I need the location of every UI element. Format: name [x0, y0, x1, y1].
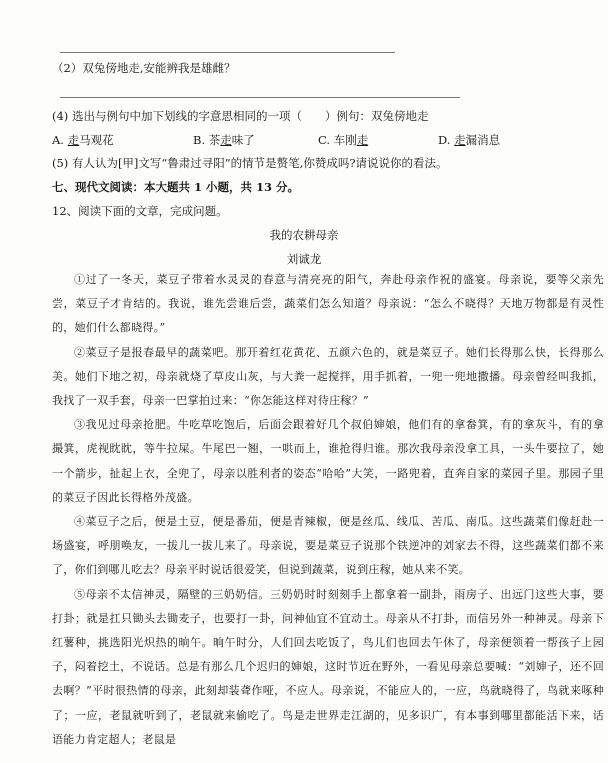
- option-c[interactable]: C. 车刚走: [318, 133, 369, 147]
- paragraph-4: ④菜豆子之后，便是土豆，便是番茄，便是青辣椒，便是丝瓜、线瓜、苦瓜、南瓜。这些蔬菜们像赶赴一场盛宴，呼朋唤友，一拔儿一拔儿来了。母亲说，要是菜豆子说那个铁逆冲的刘家去不得，这些蔬菜们都不来了，你们到哪儿吃去？母亲平时说话很爱笑，但说到蔬菜，说到庄稼，她从来不笑。: [52, 515, 604, 577]
- article-body: [52, 268, 604, 752]
- answer-line: [60, 52, 395, 53]
- section-heading: 七、现代文阅读：本大题共 1 小题，共 13 分。: [52, 180, 300, 194]
- paragraph-3: ③我见过母亲抢肥。牛吃草吃饱后，后面会跟着好几个叔伯婶娘，他们有的拿畚箕，有的拿灰斗，有的拿撮箕，虎视眈眈，等牛拉屎。牛尾巴一翘，一哄而上，谁抢得归谁。那次我母亲没拿工具，一头牛要拉了，她一个箭步，扯起上衣，全兜了，母亲以胜利者的姿态“哈哈”大笑，一路兜着，直奔自家的菜园子里。那园子里的菜豆子因此长得格外茂盛。: [52, 418, 604, 504]
- question-4-prompt: [52, 109, 588, 123]
- paragraph-1: ①过了一冬天，菜豆子带着水灵灵的春意与清亮亮的阳气，奔赴母亲作祝的盛宴。母亲说，要等父亲先尝，菜豆子才肯结的。我说，谁先尝谁后尝，蔬菜们怎么知道？母亲说：“怎么不晓得？天地万物都是有灵性的，她们什么都晓得。”: [52, 273, 604, 335]
- answer-line: [60, 97, 460, 98]
- question-4-prompt-text: (4) 选出与例句中加下划线的字意思相同的一项（ ）例句：双兔傍地走: [52, 109, 429, 123]
- question-2-text: （2）双兔傍地走,安能辨我是雄雌？: [52, 61, 236, 75]
- paragraph-5: ⑤母亲不太信神灵，隔壁的三奶奶信。三奶奶时时刻刻手上都拿着一副卦，雨房子、出远门这些大事，要打卦；就是扛只锄头去锄麦子，也要打一卦，问神仙宜不宜动土。母亲从不打卦，而信另外一种神灵。母亲下红薯种，挑选阳光炽热的晌午。晌午时分，人们回去吃饭了，鸟儿们也回去午休了，母亲便领着一帮孩子上园子，闷着挖土，不说话。总是有那么几个迟归的婶娘，这时节近在野外，一看见母亲总要喊：“刘婶子，还不回去啊？”平时很热情的母亲，此刻却装聋作哑，不应人。母亲说，不能应人的，一应，鸟就晓得了，鸟就来啄种了；一应，老鼠就听到了，老鼠就来偷吃了。鸟是走世界走江湖的，见多识广，有本事到哪里都能活下来，话语能力肯定超人；老鼠是: [52, 587, 604, 746]
- question-5-text: (5) 有人认为[甲]文写“鲁肃过寻阳”的情节是赘笔,你赞成吗?请说说你的看法。: [52, 156, 448, 170]
- article-author: 刘诚龙: [286, 252, 322, 266]
- paragraph-2: ②菜豆子是报春最早的蔬菜吧。那开着红花黄花、五颜六色的，就是菜豆子。她们长得那么快，长得那么美。她们下地之初，母亲就烧了草皮山灰，与大粪一起搅拌，用手抓着，一兜一兜地撒播。母亲曾经叫我抓，我找了一双手套，母亲一巴掌拍过来：“你怎能这样对待庄稼？”: [52, 345, 604, 408]
- article-title: 我的农耕母亲: [269, 228, 339, 242]
- option-a[interactable]: A. 走马观花: [52, 133, 114, 147]
- option-d[interactable]: D. 走漏消息: [438, 133, 501, 147]
- option-b[interactable]: B. 茶走味了: [193, 133, 255, 147]
- question-12-prompt: 12、阅读下面的文章，完成问题。: [52, 204, 228, 218]
